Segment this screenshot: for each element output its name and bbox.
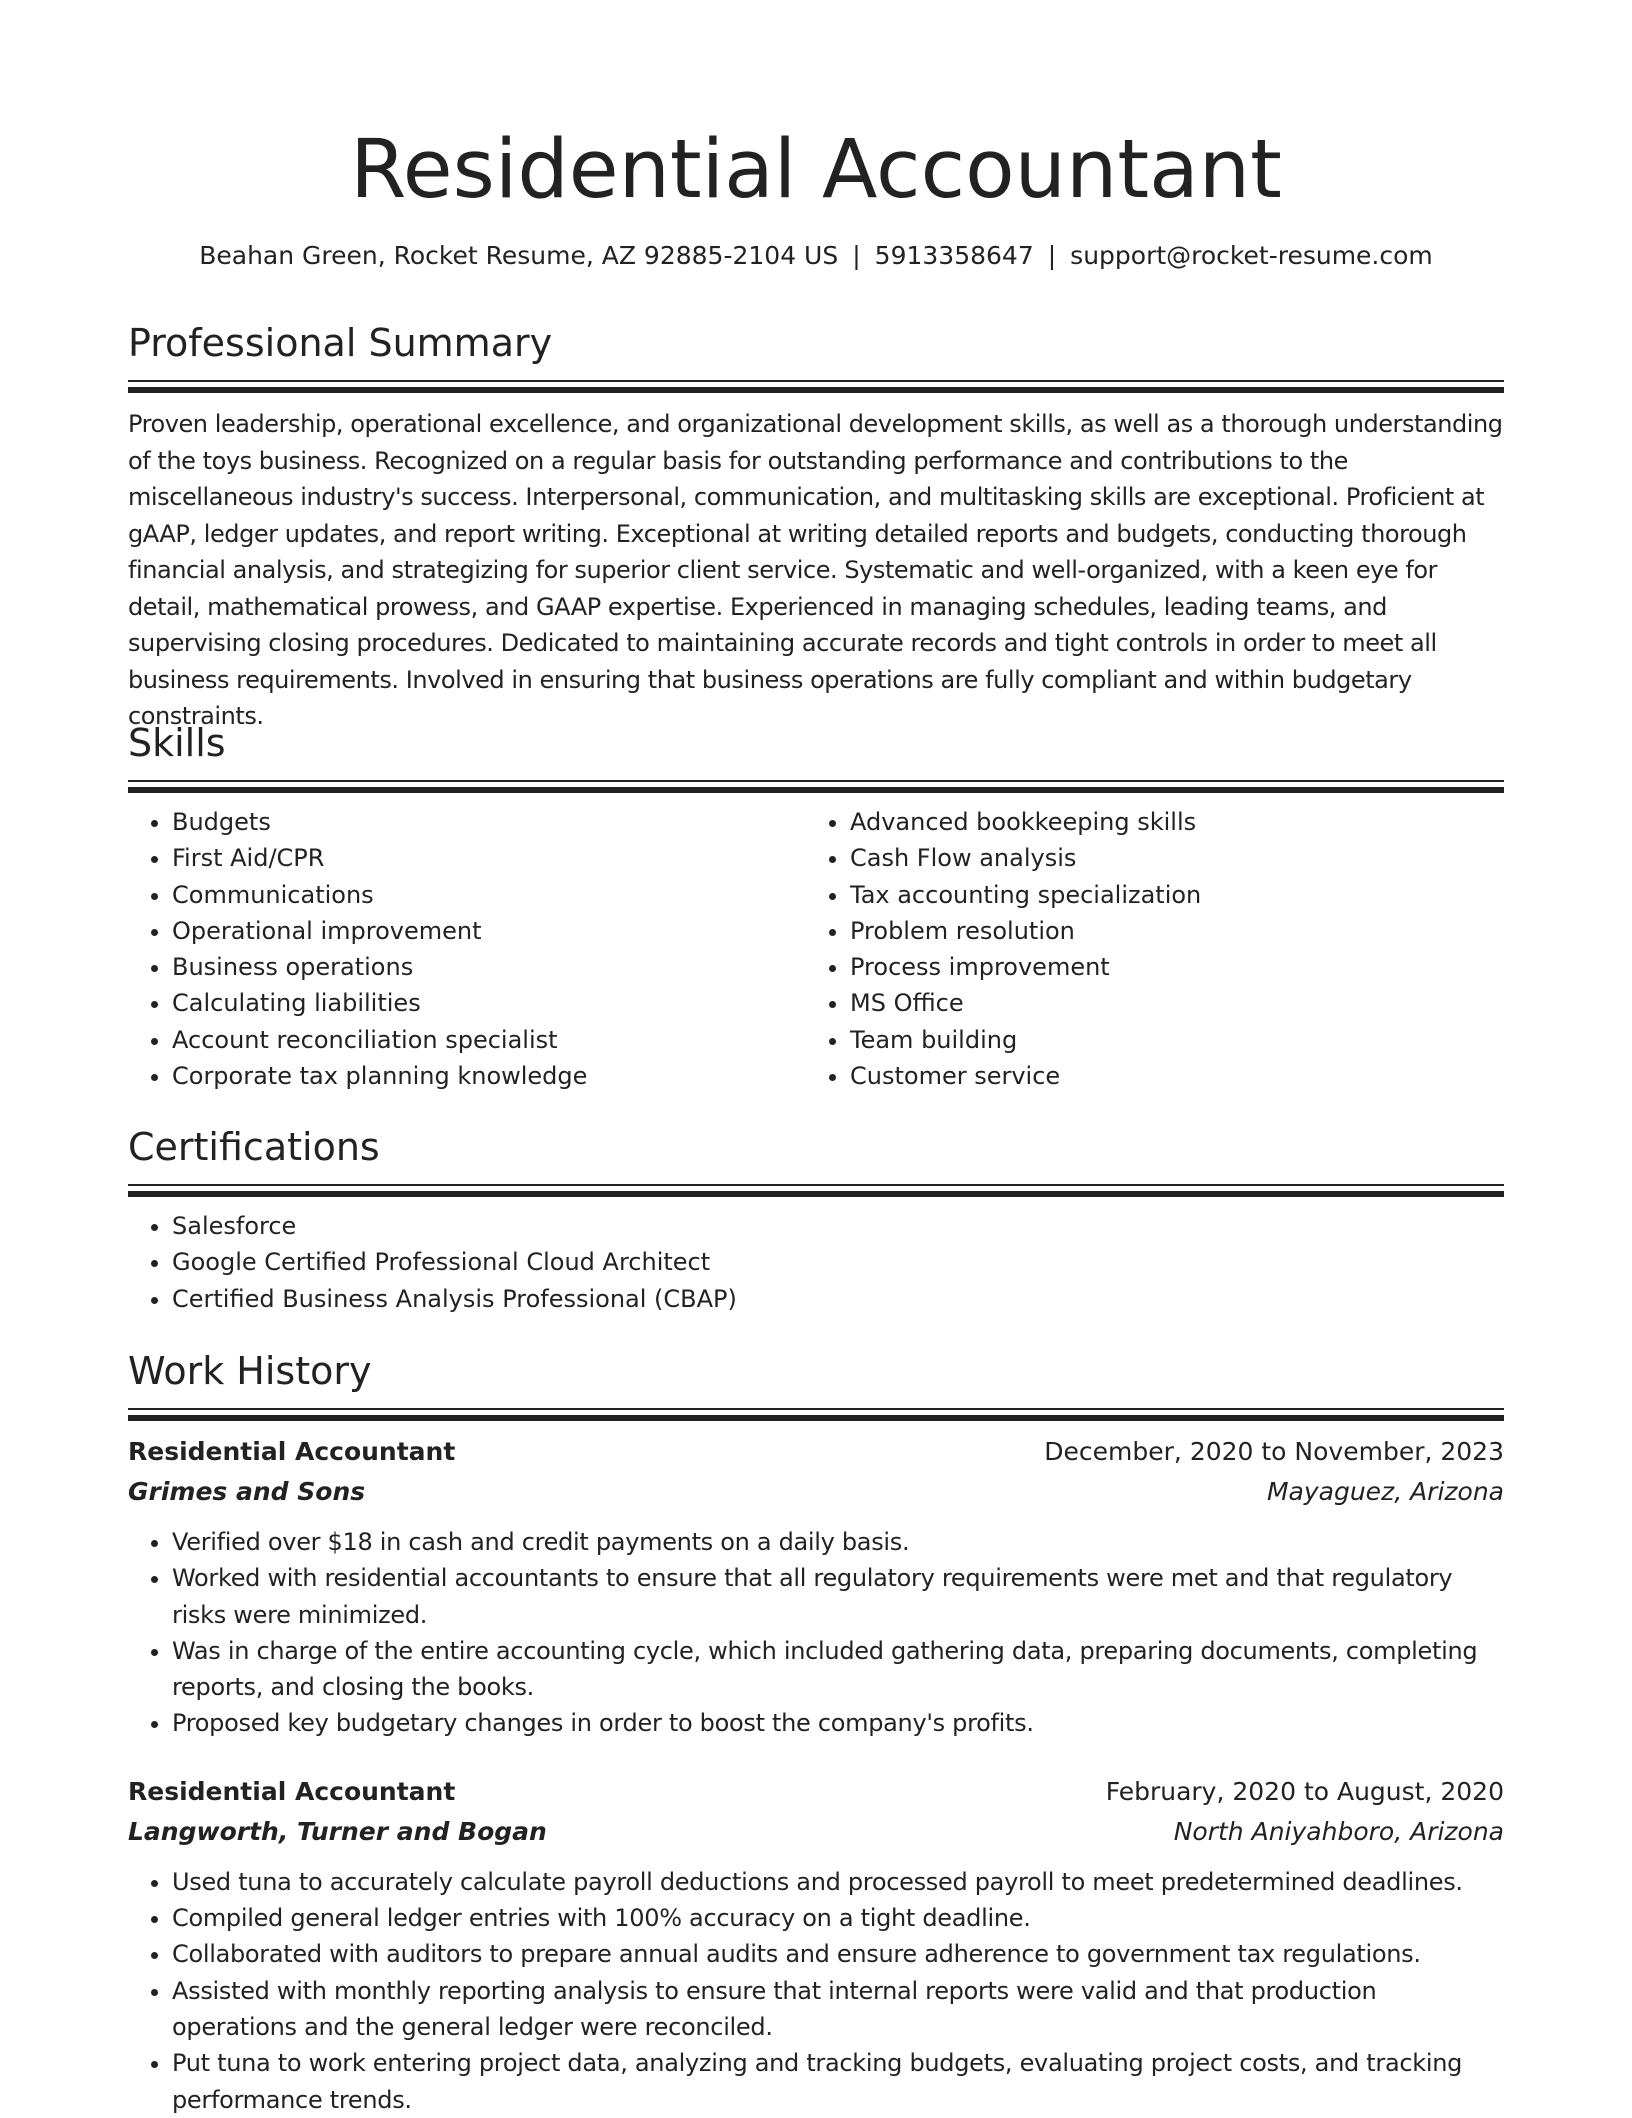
contact-separator: | xyxy=(852,241,861,270)
job-header-row xyxy=(128,1772,1504,1812)
skill-item: • Cash Flow analysis xyxy=(850,840,1484,876)
contact-separator: | xyxy=(1047,241,1057,270)
skill-item: • Communications xyxy=(172,877,806,913)
skill-item: • Budgets xyxy=(172,804,806,840)
summary-section xyxy=(128,318,1504,735)
section-heading-certifications: Certifications xyxy=(128,1125,380,1169)
job-dates: December, 2020 to November, 2023 xyxy=(1044,1437,1504,1466)
certification-item: • Google Certified Professional Cloud Architect xyxy=(172,1244,1504,1280)
resume-title: Residential Accountant xyxy=(350,123,1282,217)
job-company-row xyxy=(128,1812,1504,1852)
contact-email: support@rocket-resume.com xyxy=(1070,241,1433,270)
job-company: Langworth, Turner and Bogan xyxy=(128,1816,547,1846)
skill-item: • First Aid/CPR xyxy=(172,840,806,876)
certification-item: • Certified Business Analysis Professional (CBAP) xyxy=(172,1281,1504,1317)
contact-address: Beahan Green, Rocket Resume, AZ 92885-2104 US xyxy=(199,241,839,270)
certifications-list xyxy=(128,1208,1504,1317)
certification-item: • Salesforce xyxy=(172,1208,1504,1244)
job-bullet: • Proposed key budgetary changes in order to boost the company's profits. xyxy=(172,1705,1504,1741)
section-heading-work-history: Work History xyxy=(128,1349,372,1393)
skills-list-right xyxy=(806,804,1484,1094)
summary-text: Proven leadership, operational excellence, and organizational development skills, as well as a thorough understanding of the toys business. Recognized on a regular basis for outstanding performance and contributions to the miscellaneous industry's success. Interpersonal, communication, and multitasking skills are exceptional. Proficient at gAAP, ledger updates, and report writing. Exceptional at writing detailed reports and budgets, conducting thorough financial analysis, and strategizing for superior client service. Systematic and well-organized, with a keen eye for detail, mathematical prowess, and GAAP expertise. Experienced in managing schedules, leading teams, and supervising closing procedures. Dedicated to maintaining accurate records and tight controls in order to meet all business requirements. Involved in ensuring that business operations are fully compliant and within budgetary constraints. xyxy=(128,410,1503,730)
skill-item: • Process improvement xyxy=(850,949,1484,985)
skill-item: • Problem resolution xyxy=(850,913,1484,949)
job-bullet: • Worked with residential accountants to ensure that all regulatory requirements were met and that regulatory risks were minimized. xyxy=(172,1560,1504,1633)
section-divider xyxy=(128,1184,1504,1198)
job-bullet: • Collaborated with auditors to prepare annual audits and ensure adherence to government tax regulations. xyxy=(172,1936,1504,1972)
job-entry xyxy=(128,1432,1504,1742)
job-bullet: • Used tuna to accurately calculate payroll deductions and processed payroll to meet predetermined deadlines. xyxy=(172,1864,1504,1900)
job-bullets xyxy=(128,1524,1504,1742)
section-heading-skills: Skills xyxy=(128,721,226,765)
work-history-section xyxy=(128,1346,1504,2118)
job-bullet: • Was in charge of the entire accounting cycle, which included gathering data, preparing documents, completing reports, and closing the books. xyxy=(172,1633,1504,1706)
skill-item: • MS Office xyxy=(850,985,1484,1021)
job-title: Residential Accountant xyxy=(128,1437,456,1466)
section-divider xyxy=(128,780,1504,794)
skill-item: • Business operations xyxy=(172,949,806,985)
skill-item: • Customer service xyxy=(850,1058,1484,1094)
job-bullet: • Compiled general ledger entries with 100% accuracy on a tight deadline. xyxy=(172,1900,1504,1936)
job-location: Mayaguez, Arizona xyxy=(1266,1477,1504,1506)
section-heading-summary: Professional Summary xyxy=(128,321,553,365)
skills-list-left xyxy=(128,804,806,1094)
contact-line xyxy=(128,238,1504,274)
contact-phone: 5913358647 xyxy=(874,241,1034,270)
job-bullets xyxy=(128,1864,1504,2118)
skill-item: • Team building xyxy=(850,1022,1484,1058)
certifications-section xyxy=(128,1122,1504,1317)
skill-item: • Advanced bookkeeping skills xyxy=(850,804,1484,840)
skill-item: • Corporate tax planning knowledge xyxy=(172,1058,806,1094)
skill-item: • Operational improvement xyxy=(172,913,806,949)
job-company-row xyxy=(128,1472,1504,1512)
section-divider xyxy=(128,380,1504,394)
job-location: North Aniyahboro, Arizona xyxy=(1173,1816,1504,1846)
section-divider xyxy=(128,1408,1504,1422)
skills-columns xyxy=(128,794,1504,1094)
job-entry xyxy=(128,1772,1504,2118)
job-bullet: • Put tuna to work entering project data, analyzing and tracking budgets, evaluating project costs, and tracking performance trends. xyxy=(172,2045,1504,2118)
skill-item: • Tax accounting specialization xyxy=(850,877,1484,913)
job-bullet: • Assisted with monthly reporting analysis to ensure that internal reports were valid and that production operations and the general ledger were reconciled. xyxy=(172,1973,1504,2046)
skill-item: • Account reconciliation specialist xyxy=(172,1022,806,1058)
job-bullet: • Verified over $18 in cash and credit payments on a daily basis. xyxy=(172,1524,1504,1560)
job-header-row xyxy=(128,1432,1504,1472)
job-company: Grimes and Sons xyxy=(128,1477,366,1506)
job-title: Residential Accountant xyxy=(128,1776,456,1806)
job-dates: February, 2020 to August, 2020 xyxy=(1105,1776,1504,1806)
skill-item: • Calculating liabilities xyxy=(172,985,806,1021)
skills-section xyxy=(128,718,1504,1094)
